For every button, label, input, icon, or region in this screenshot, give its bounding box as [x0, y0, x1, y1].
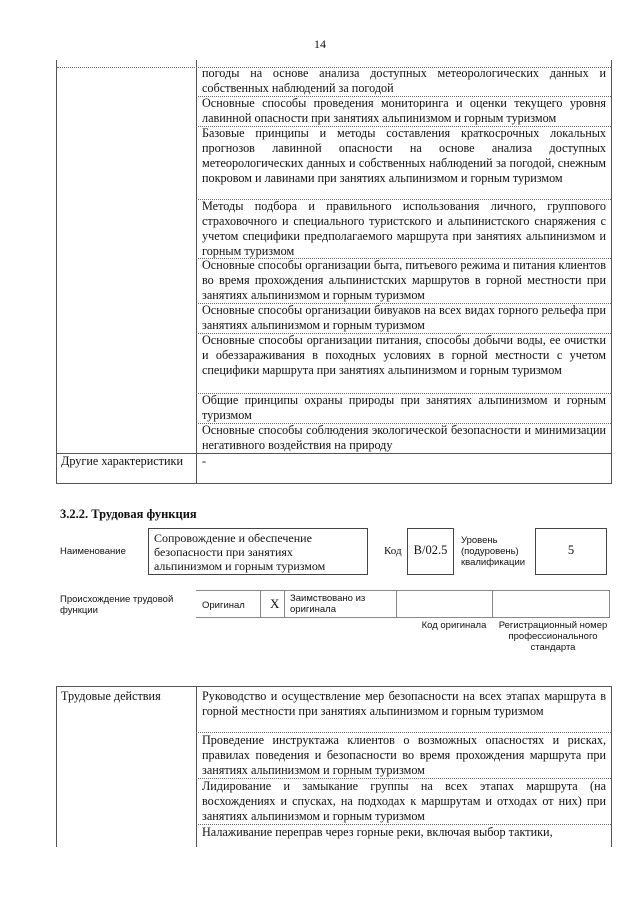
code-box — [407, 528, 454, 575]
other-characteristics-label: Другие характеристики — [61, 454, 183, 468]
column-divider — [196, 687, 197, 847]
other-characteristics-value: - — [202, 454, 207, 468]
function-name-box — [148, 528, 368, 575]
cell-divider — [396, 591, 397, 617]
reg-number-box — [492, 590, 610, 618]
level-value: 5 — [567, 543, 575, 557]
code-original-caption: Код оригинала — [421, 620, 487, 631]
knowledge-row: Основные способы проведения мониторинга и оценки текущего уровня лавинной опасности при занятиях альпинизмом и горным туризмом — [202, 96, 606, 125]
knowledge-row: Основные способы организации бивуаков на всех видах горного рельефа при занятиях альпинизмом и горным туризмом — [202, 303, 606, 332]
original-label: Оригинал — [202, 600, 245, 611]
knowledge-row: Основные способы соблюдения экологической безопасности и минимизации негативного воздействия на природу — [202, 423, 606, 452]
reg-number-caption: Регистрационный номер профессионального стандарта — [498, 620, 608, 653]
labor-action-row: Лидирование и замыкание группы на всех этапах маршрута (на восхождениях и спусках, на подходах к маршрутам и отходах от них) при занятиях альпинизмом и горным туризмом — [202, 779, 606, 823]
origin-label: Происхождение трудовой функции — [60, 594, 174, 616]
borrowed-label: Заимствовано из оригинала — [290, 593, 366, 615]
original-mark: X — [270, 596, 280, 611]
knowledge-row: Основные способы организации питания, способы добычи воды, ее очистки и обеззараживания в походных условиях в горной местности с учетом специфики маршрута при занятиях альпинизмом и горным туризмом — [202, 333, 606, 377]
column-divider — [196, 60, 197, 484]
knowledge-row: Основные способы организации быта, питьевого режима и питания клиентов во время прохождения альпинистских маршрутов в горной местности при занятиях альпинизмом и горным туризмом — [202, 258, 606, 302]
labor-action-row: Налаживание переправ через горные реки, включая выбор тактики, — [202, 825, 553, 839]
row-divider — [57, 483, 611, 484]
labor-actions-label: Трудовые действия — [61, 689, 161, 703]
origin-row — [196, 590, 492, 618]
page-number: 14 — [314, 37, 326, 51]
labor-action-row: Руководство и осуществление мер безопасности на всех этапах маршрута в горной местности при занятиях альпинизмом и горным туризмом — [202, 689, 606, 718]
section-heading: 3.2.2. Трудовая функция — [60, 507, 197, 521]
labor-actions-table — [56, 686, 612, 847]
knowledge-row: Базовые принципы и методы составления краткосрочных локальных прогнозов лавинной опасности на основе анализа доступных метеорологических данных и собственных наблюдений за погодой, снежным покровом и лавинами при занятиях альпинизмом и горным туризмом — [202, 126, 606, 185]
function-name: Сопровождение и обеспечение безопасности при занятиях альпинизмом и горным туризмом — [154, 531, 326, 573]
cell-divider — [260, 591, 261, 617]
knowledge-row: Методы подбора и правильного использования личного, группового страховочного и специального туристского и альпинистского снаряжения с учетом специфики предполагаемого маршрута при занятиях альпинизмом и горным туризмом — [202, 199, 606, 258]
level-label: Уровень (подуровень) квалификации — [461, 535, 526, 568]
knowledge-table — [56, 60, 612, 484]
code-value: B/02.5 — [413, 543, 448, 557]
cell-divider — [284, 591, 285, 617]
knowledge-row: Общие принципы охраны природы при занятиях альпинизмом и горным туризмом — [202, 393, 606, 422]
code-label: Код — [384, 545, 402, 557]
labor-action-row: Проведение инструктажа клиентов о возможных опасностях и рисках, правилах поведения и безопасности во время прохождения маршрута при занятиях альпинизмом и горным туризмом — [202, 733, 606, 777]
level-box — [535, 528, 607, 575]
name-label: Наименование — [60, 546, 126, 557]
knowledge-row: погоды на основе анализа доступных метеорологических данных и собственных наблюдений за погодой — [202, 66, 606, 95]
